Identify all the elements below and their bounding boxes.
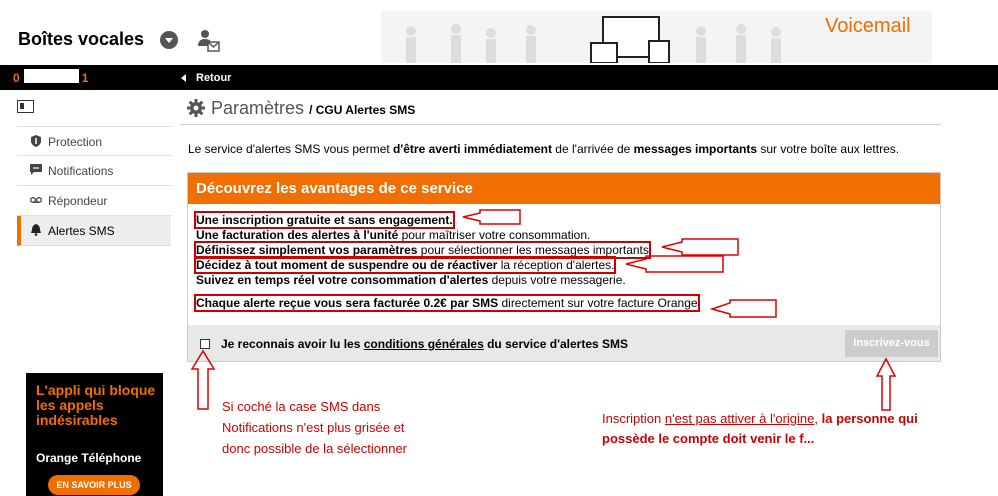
annotation-right: Inscription n'est pas attiver à l'origine, la personne qui possède le compte doit venir le f... xyxy=(602,411,918,446)
user-mail-icon[interactable] xyxy=(198,29,220,53)
shield-icon xyxy=(30,135,42,147)
header-banner xyxy=(381,11,932,63)
pricing-item: Chaque alerte reçue vous sera facturée 0.2€ par SMS directement sur votre facture Orange xyxy=(196,296,698,310)
back-arrow-icon[interactable] xyxy=(181,74,186,82)
sidebar xyxy=(17,126,171,246)
promo-brand: Orange Téléphone xyxy=(36,451,142,465)
sidebar-item-alertes-sms[interactable] xyxy=(17,216,171,246)
sidebar-item-label: Notifications xyxy=(48,164,114,178)
app-title: Boîtes vocales xyxy=(18,29,145,49)
top-bar xyxy=(0,65,998,90)
subscribe-button[interactable]: Inscrivez-vous xyxy=(845,330,938,357)
benefit-item: Une facturation des alertes à l'unité pour maîtriser votre consommation. xyxy=(196,228,591,242)
sidebar-item-protection[interactable] xyxy=(17,126,171,156)
consent-label: Je reconnais avoir lu les conditions générales du service d'alertes SMS xyxy=(221,337,629,351)
promo-title: L'appli qui bloque les appels indésirables xyxy=(36,382,156,428)
sidebar-item-label: Répondeur xyxy=(48,194,108,208)
benefits-list xyxy=(196,213,936,311)
breadcrumb-main: Paramètres xyxy=(211,98,305,118)
back-link[interactable]: Retour xyxy=(196,72,232,84)
annotation-arrow-up xyxy=(877,359,895,410)
sidebar-item-label: Alertes SMS xyxy=(48,224,115,238)
mailbox-dropdown-button[interactable] xyxy=(160,31,178,49)
page-title xyxy=(211,98,415,119)
account-number: 0 1 xyxy=(13,71,89,85)
benefit-item: Décidez à tout moment de suspendre ou de réactiver la réception d'alertes. xyxy=(196,258,615,272)
title-divider xyxy=(180,124,941,125)
intro-text: Le service d'alertes SMS vous permet d'être averti immédiatement de l'arrivée de messages importants sur votre boîte aux lettres. xyxy=(188,142,900,156)
sidebar-item-repondeur[interactable] xyxy=(17,186,171,216)
bell-icon xyxy=(30,224,42,236)
benefit-item: Une inscription gratuite et sans engagement. xyxy=(196,213,453,227)
banner-brand: Voicemail xyxy=(825,15,911,37)
consent-bar xyxy=(188,325,940,361)
chat-icon xyxy=(30,164,42,176)
sidebar-item-notifications[interactable] xyxy=(17,156,171,186)
sidebar-toggle-icon[interactable] xyxy=(17,100,34,113)
voicemail-icon xyxy=(30,194,42,206)
panel-heading: Découvrez les avantages de ce service xyxy=(188,173,940,204)
breadcrumb-sub: / CGU Alertes SMS xyxy=(309,103,416,117)
benefits-panel xyxy=(187,172,941,362)
benefit-item: Définissez simplement vos paramètres pour sélectionner les messages importants xyxy=(196,243,649,257)
benefit-item: Suivez en temps réel votre consommation d'alertes depuis votre messagerie. xyxy=(196,273,626,287)
consent-checkbox[interactable] xyxy=(200,339,210,349)
account-redaction xyxy=(24,69,79,83)
promo-cta-button[interactable]: EN SAVOIR PLUS xyxy=(48,475,140,495)
terms-link[interactable]: conditions générales xyxy=(363,337,484,351)
annotation-left: Si coché la case SMS dans Notifications n'est plus grisée et donc possible de la sélectionner xyxy=(222,399,408,456)
gear-icon xyxy=(187,99,205,117)
sidebar-item-label: Protection xyxy=(48,135,103,149)
promo-ad[interactable] xyxy=(26,373,163,496)
